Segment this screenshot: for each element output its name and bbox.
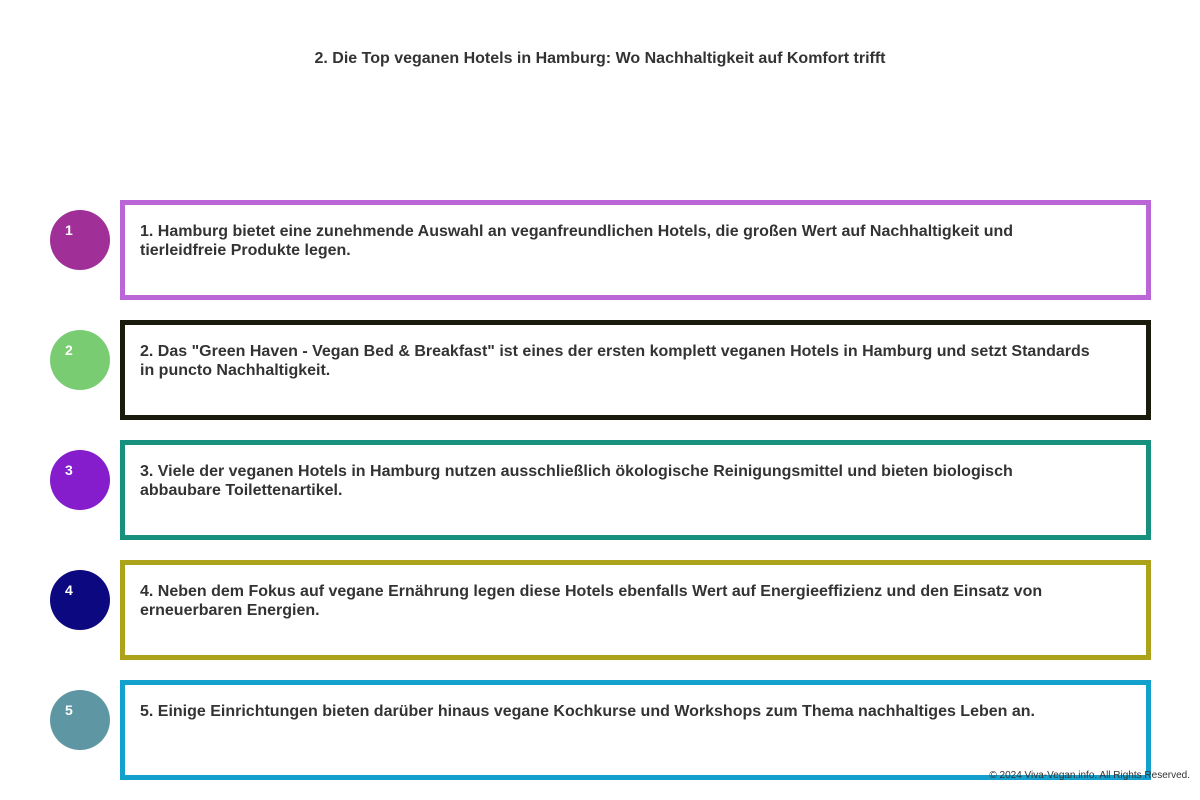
number-badge: 3 — [50, 450, 110, 510]
number-badge: 4 — [50, 570, 110, 630]
list-item — [0, 680, 1200, 780]
list-item — [0, 320, 1200, 420]
number-badge: 5 — [50, 690, 110, 750]
item-text-box: 5. Einige Einrichtungen bieten darüber hinaus vegane Kochkurse und Workshops zum Thema nachhaltiges Leben an. — [120, 680, 1151, 780]
item-text-box: 4. Neben dem Fokus auf vegane Ernährung legen diese Hotels ebenfalls Wert auf Energieeffizienz und den Einsatz von erneuerbaren Energien. — [120, 560, 1151, 660]
number-badge: 1 — [50, 210, 110, 270]
list-item — [0, 560, 1200, 660]
item-text-box: 1. Hamburg bietet eine zunehmende Auswahl an veganfreundlichen Hotels, die großen Wert auf Nachhaltigkeit und tierleidfreie Produkte legen. — [120, 200, 1151, 300]
list-item — [0, 440, 1200, 540]
number-badge: 2 — [50, 330, 110, 390]
list-item — [0, 200, 1200, 300]
copyright-notice: © 2024 Viva-Vegan.info. All Rights Reserved. — [989, 770, 1190, 781]
item-text-box: 3. Viele der veganen Hotels in Hamburg nutzen ausschließlich ökologische Reinigungsmittel und bieten biologisch abbaubare Toilettenartikel. — [120, 440, 1151, 540]
page-title: 2. Die Top veganen Hotels in Hamburg: Wo Nachhaltigkeit auf Komfort trifft — [314, 50, 886, 67]
item-text-box: 2. Das "Green Haven - Vegan Bed & Breakfast" ist eines der ersten komplett veganen Hotels in Hamburg und setzt Standards in puncto Nachhaltigkeit. — [120, 320, 1151, 420]
